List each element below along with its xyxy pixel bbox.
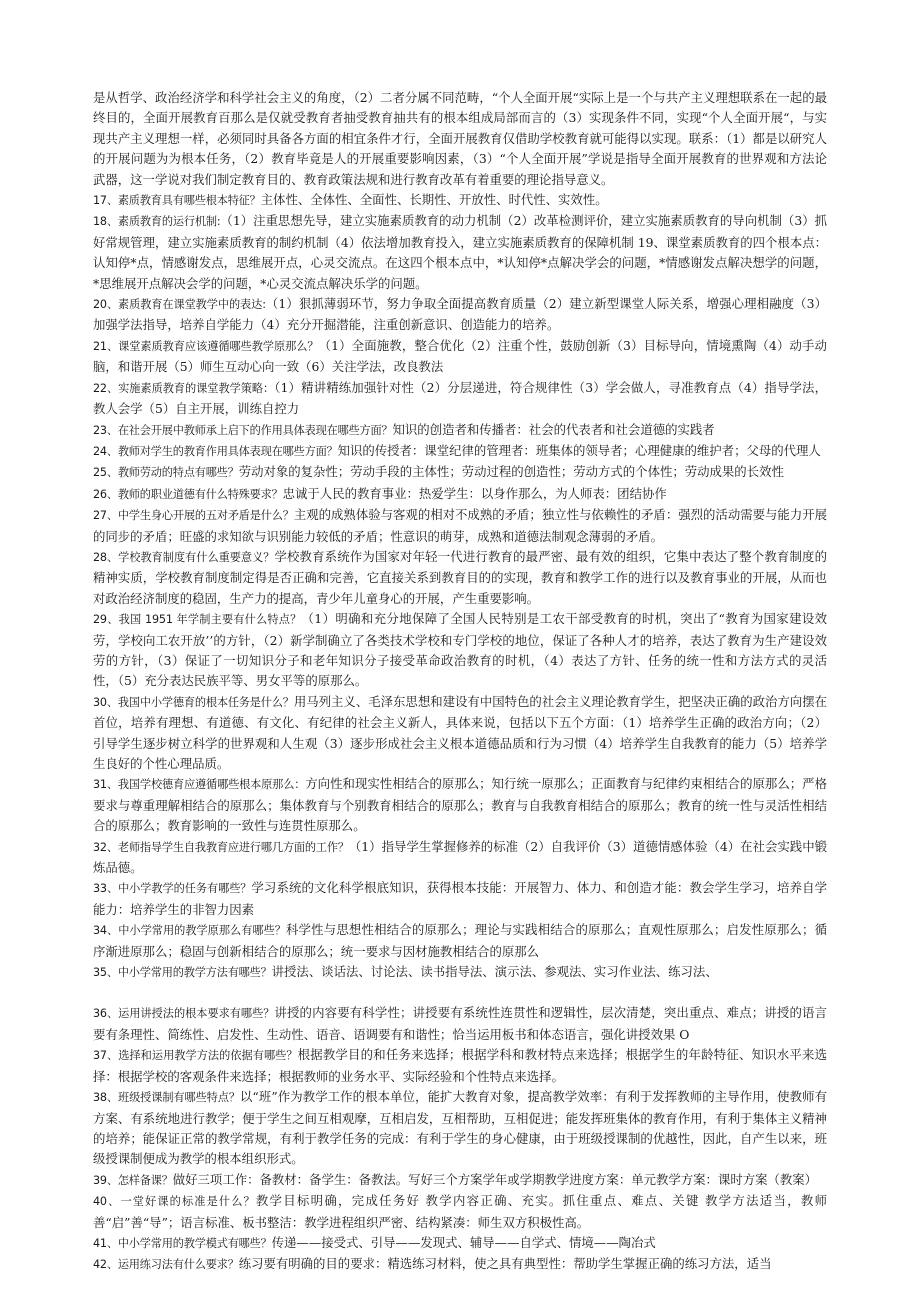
document-page [93,88,827,1276]
answer-text: 根据教学目的和任务来选择；根据学科和教材特点来选择；根据学生的年龄特征、知识水平来选择：根据学校的客观条件来选择；根据教师的业务水平、实际经验和个性特点来选择。 [93,1047,828,1084]
question-paragraph [93,1191,827,1233]
question-heading: 21、课堂素质教育应该遵循哪些教学原那么？ [93,339,319,353]
question-heading: 34、中小学常用的教学原那么有哪些？ [93,924,286,938]
question-heading: 20、素质教育在课堂教学中的表达: [93,298,266,312]
question-heading: 40、一堂好课的标准是什么？ [93,1195,256,1209]
question-heading: 26、教师的职业道德有什么特殊要求？ [93,487,283,501]
question-heading: 18、素质教育的运行机制: [93,215,221,229]
question-heading: 25、教师劳动的特点有哪些？ [93,466,239,480]
question-paragraph [93,692,827,775]
question-heading: 22、实施素质教育的课堂教学策略： [93,381,275,395]
question-paragraph [93,878,827,920]
answer-text: （1）指导学生掌握修养的标准（2）自我评价（3）道德情感体验（4）在社会实践中锻炼品德。 [93,838,827,876]
question-paragraph [93,609,827,692]
question-heading: 41、中小学常用的教学模式有哪些？ [93,1236,272,1250]
question-paragraph [93,920,827,962]
question-heading: 17、素质教育具有哪些根本特征？ [93,194,261,208]
question-heading: 31、我国学校德育应遵循哪些根本原那么： [93,778,306,792]
answer-text: （1）明确和充分地保障了全国人民特别是工农干部受教育的时机，突出了“教育为国家建设效劳，学校向工农开放’’的方针，（2）新学制确立了各类技术学校和专门学校的地位，保证了各种人才的培养，表达了教育为生产建设效劳的方针，（3）保证了一切知识分子和老年知识分子接受革命政治教育的时机，（4）表达了方针、任务的统一性和方法方式的灵活性，（5）充分表达民族平等、男女平等的原那么。 [93,611,828,689]
question-heading: 35、中小学常用的教学方法有哪些？ [93,966,272,980]
question-paragraph [93,1170,827,1191]
question-paragraph [93,962,827,983]
answer-text: 学习系统的文化科学根底知识，获得根本技能：开展智力、体力、和创造才能：教会学生学习，培养自学能力：培养学生的非智力因素 [93,880,827,917]
question-heading: 32、老师指导学生自我教育应进行哪几方面的工作？ [93,840,349,854]
paragraph-spacer [93,983,827,1003]
answer-text: 教学目标明确，完成任务好 教学内容正确、充实。抓住重点、难点、关键 教学方法适当，教师善“启”善“导”；语言标准、板书整洁：教学进程组织严密、结构紧凑：师生双方积极性高。 [93,1193,827,1230]
question-paragraph [93,190,827,211]
question-heading: 24、教师对学生的教育作用具体表现在哪些方面？ [93,444,338,458]
answer-text: 知识的创造者和传播者：社会的代表者和社会道德的实践者 [392,421,715,437]
question-heading: 42、运用练习法有什么要求？ [93,1258,239,1272]
question-heading: 37、选择和运用教学方法的依据有哪些？ [93,1049,298,1063]
question-heading: 30、我国中小学德育的根本任务是什么？ [93,695,294,709]
answer-text: 传递——接受式、引导——发现式、辅导——自学式、情境——陶冶式 [271,1234,656,1250]
question-paragraph [93,837,827,879]
question-heading: 23、在社会开展中教师承上启下的作用具体表现在哪些方面？ [93,423,393,437]
question-heading: 39、怎样备课？ [93,1173,173,1187]
question-paragraph [93,1003,827,1045]
question-heading: 36、运用讲授法的根本要求有哪些？ [93,1007,275,1021]
answer-text: 讲授法、谈话法、讨论法、读书指导法、演示法、参观法、实习作业法、练习法、 [271,964,718,980]
answer-text: 主体性、全体性、全面性、长期性、开放性、时代性、实效性。 [260,192,608,208]
question-paragraph [93,378,827,420]
question-heading: 28、学校教育制度有什么重要意义？ [93,550,275,564]
question-paragraph [93,774,827,836]
question-heading: 29、我国 1951 年学制主要有什么特点？ [93,613,302,627]
question-paragraph [93,505,827,547]
question-paragraph [93,336,827,378]
answer-text: 以“班”作为教学工作的根本单位，能扩大教育对象，提高教学效率：有利于发挥教师的主导作用，使教师有方案、有系统地进行教学；便于学生之间互相观摩，互相启发，互相帮助，互相促进；能发挥班集体的教育作用，有利于集体主义精神的培养；能保证正常的教学常规，有利于教学任务的完成：有利于学生的身心健康，由于班级授课制的优越性，因此，自产生以来，班级授课制便成为教学的根本组织形式。 [93,1089,828,1167]
answer-text: 做好三项工作：备教材：备学生：备教法。写好三个方案学年或学期教学进度方案：单元教学方案：课时方案（教案） [172,1171,818,1187]
answer-text: 知识的传授者：课堂纪律的管理者：班集体的领导者；心理健康的维护者；父母的代理人 [337,442,821,458]
question-paragraph [93,211,827,294]
question-paragraph [93,547,827,609]
answer-text: 用马列主义、毛泽东思想和建设有中国特色的社会主义理论教育学生，把坚决正确的政治方向摆在首位，培养有理想、有道德、有文化、有纪律的社会主义新人，具体来说，包括以下五个方面：（1）培养学生正确的政治方向；（2）引导学生逐步树立科学的世界观和人生观（3）逐步形成社会主义根本道德品质和行为习惯（4）培养学生自我教育的能力（5）培养学生良好的个性心理品质。 [93,693,828,771]
answer-text: （1）注重思想先导，建立实施素质教育的动力机制（2）改革检测评价，建立实施素质教育的导向机制（3）抓好常规管理，建立实施素质教育的制约机制（4）依法增加教育投入，建立实施素质教育的保障机制 19、课堂素质教育的四个根本点：认知停*点，情感谢发点，思维展开点，心灵交流点。在这四个根本点中，*认知停*点解决学会的问题，*情感谢发点解决想学的问题，*思维展开点解决会学的问题，*心灵交流点解决乐学的问题。 [93,213,828,291]
answer-text: 讲授的内容要有科学性；讲授要有系统性连贯性和逻辑性，层次清楚，突出重点、难点；讲授的语言要有条理性、简练性、启发性、生动性、语音、语调要有和谐性；恰当运用板书和体态语言，强化讲授效果 O [93,1005,827,1042]
question-heading: 38、班级授课制有哪些特点？ [93,1091,240,1105]
question-paragraph [93,294,827,336]
answer-text: （1）全面施教，整合优化（2）注重个性，鼓励创新（3）目标导向，情境熏陶（4）动手动脑，和谐开展（5）师生互动心向一致（6）关注学法，改良教法 [93,337,827,375]
answer-text: 忠诚于人民的教育事业：热爱学生：以身作那么，为人师表：团结协作 [282,485,667,501]
question-heading: 27、中学生身心开展的五对矛盾是什么？ [93,509,294,523]
answer-text: （1）精讲精练加强针对性（2）分层递进，符合规律性（3）学会做人，寻准教育点（4）指导学法，教人会学（5）自主开展，训练自控力 [93,379,827,417]
question-paragraph [93,441,827,462]
answer-text: 科学性与思想性相结合的原那么；理论与实践相结合的原那么；直观性原那么；启发性原那么；循序渐进原那么；稳固与创新相结合的原那么；统一要求与因材施教相结合的原那么 [93,922,827,959]
answer-text: 方向性和现实性相结合的原那么；知行统一原那么；正面教育与纪律约束相结合的原那么；严格要求与尊重理解相结合的原那么；集体教育与个别教育相结合的原那么；教育与自我教育相结合的原那么；教育的统一性与灵活性相结合的原那么；教育影响的一致性与连贯性原那么。 [93,776,828,834]
answer-text: （1）狠抓薄弱环节，努力争取全面提高教育质量（2）建立新型课堂人际关系，增强心理相融度（3）加强学法指导，培养自学能力（4）充分开掘潜能，注重创新意识、创造能力的培养。 [93,296,828,333]
answer-text: 练习要有明确的目的要求：精选练习材料，使之具有典型性：帮助学生掌握正确的练习方法，适当 [238,1256,772,1272]
question-paragraph [93,484,827,505]
question-paragraph [93,462,827,483]
question-paragraph [93,1233,827,1254]
answer-text: 主观的成熟体验与客观的相对不成熟的矛盾；独立性与依赖性的矛盾：强烈的活动需要与能力开展的同步的矛盾；旺盛的求知欲与识别能力较低的矛盾；性意识的萌芽，成熟和道德法制观念薄弱的矛盾。 [93,507,828,544]
answer-text: 劳动对象的复杂性；劳动手段的主体性；劳动过程的创造性；劳动方式的个体性；劳动成果的长效性 [238,464,784,480]
answer-text: 是从哲学、政治经济学和科学社会主义的角度，（2）二者分属不同范畴，“个人全面开展“实际上是一个与共产主义理想联系在一起的最终目的，全面开展教育百那么是仅就受教育者抽受教育抽共有的根本组成局部而言的（3）实现条件不同，实现“个人全面开展“，与实现共产主义理想一样，必须同时具备各方面的相宜条件才行，全面开展教育仅借助学校教育就可能得以实现。联系：（1）都是以研究人的开展问题为为根本任务，（2）教育毕竟是人的开展重要影响因素，（3）“个人全面开展”学说是指导全面开展教育的世界观和方法论武器，这一学说对我们制定教育目的、教育政策法规和进行教育改革有着重要的理论指导意义。 [93,90,827,187]
question-paragraph [93,1254,827,1275]
question-paragraph [93,1045,827,1087]
question-paragraph [93,88,827,190]
question-heading: 33、中小学教学的任务有哪些？ [93,882,252,896]
question-paragraph [93,420,827,441]
answer-text: 学校教育系统作为国家对年轻一代进行教育的最严密、最有效的组织，它集中表达了整个教育制度的精神实质，学校教育制度制定得是否正确和完善，它直接关系到教育目的的实现，教育和教学工作的进行以及教育事业的开展，从而也对政治经济制度的稳固，生产力的提高，青少年儿童身心的开展，产生重要影响。 [93,548,827,606]
question-paragraph [93,1087,827,1170]
